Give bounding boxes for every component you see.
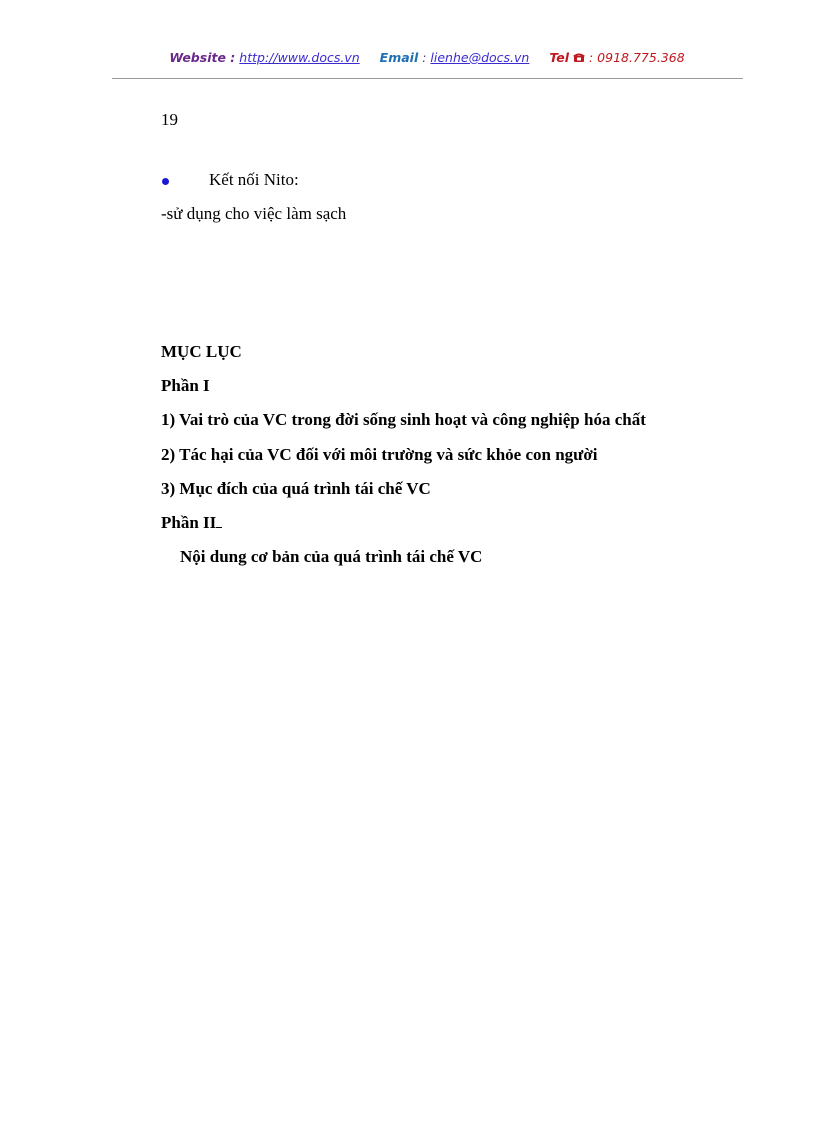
website-label: Website : [169, 50, 236, 65]
phone-icon [573, 52, 585, 63]
email-separator: : [422, 50, 427, 65]
toc-item-3: 3) Mục đích của quá trình tái chế VC [161, 479, 431, 498]
header-divider [112, 78, 743, 79]
toc-part-1: Phần I [161, 376, 210, 395]
underline-mark [216, 513, 222, 528]
page-number: 19 [161, 110, 178, 129]
toc-part-2-item: Nội dung cơ bản của quá trình tái chế VC [180, 547, 483, 566]
email-link[interactable]: lienhe@docs.vn [430, 50, 530, 65]
toc-item-2: 2) Tác hại của VC đối với môi trường và sức khỏe con người [161, 445, 598, 464]
bullet-note: -sử dụng cho việc làm sạch [161, 204, 347, 223]
bullet-item: Kết nối Nito: [209, 170, 299, 189]
toc-part-2-label: Phần II [161, 513, 217, 532]
toc-item-1: 1) Vai trò của VC trong đời sống sinh hoạt và công nghiệp hóa chất [161, 410, 646, 429]
bullet-dot-icon [162, 178, 169, 185]
website-link[interactable]: http://www.docs.vn [239, 50, 360, 65]
toc-part-2 [161, 513, 222, 533]
page-header [112, 50, 742, 72]
tel-number: : 0918.775.368 [588, 50, 685, 65]
tel-label: Tel [549, 50, 570, 65]
toc-title: MỤC LỤC [161, 342, 242, 361]
email-label: Email [379, 50, 419, 65]
